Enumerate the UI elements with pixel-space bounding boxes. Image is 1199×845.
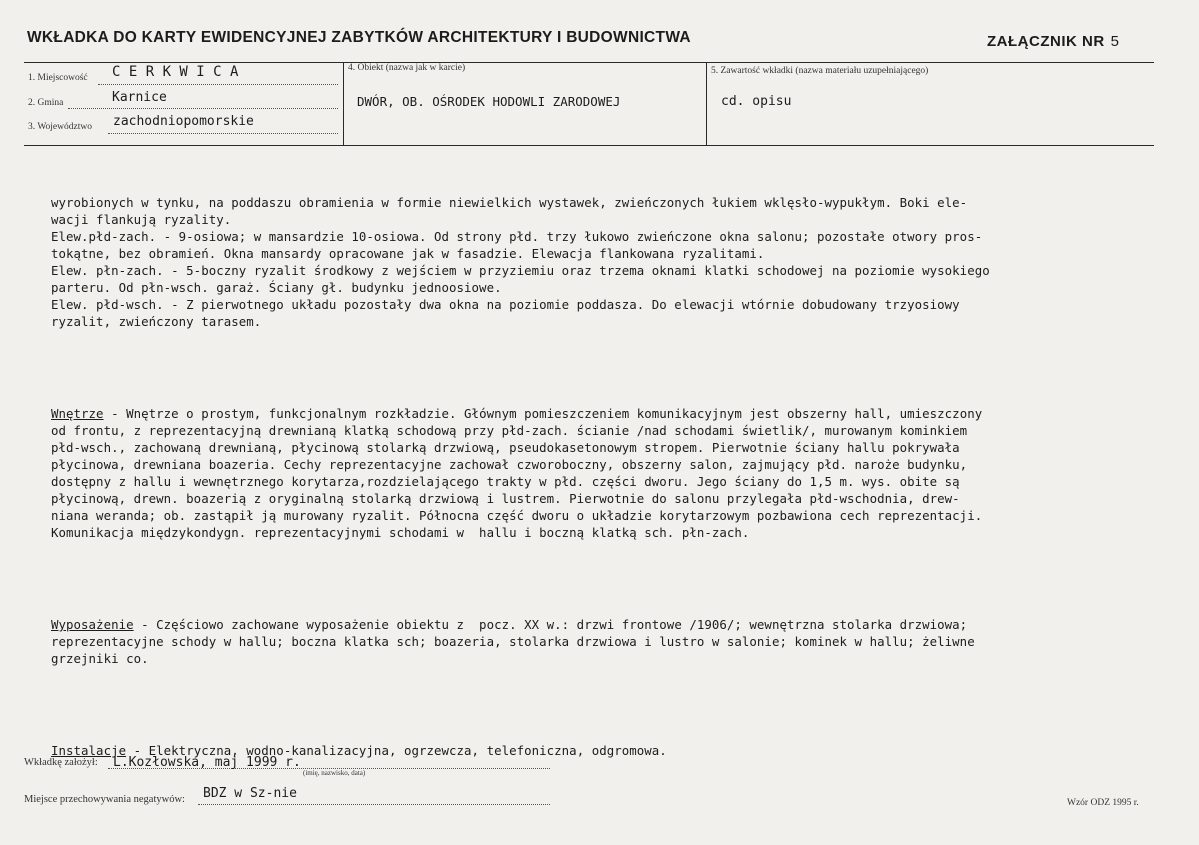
- facade-line: Elew. płd-wsch. - Z pierwotnego układu pozostały dwa okna na poziomie poddasza. Do elewacji wtórnie dobudowany trzyosiowy: [51, 297, 960, 312]
- description-body: [51, 160, 1141, 776]
- facade-line: tokątne, bez obramień. Okna mansardy opracowane jak w fasadzie. Elewacja flankowana ryzalitami.: [51, 246, 765, 261]
- interior-line: płycinowa, drewniana boazeria. Cechy reprezentacyjne zachował czworoboczny, obszerny salon, zajmujący płd. naroże budynku,: [51, 457, 968, 472]
- facade-line: Elew.płd-zach. - 9-osiowa; w mansardzie 10-osiowa. Od strony płd. trzy łukowo zwieńczone okna salonu; pozostałe otwory pros-: [51, 229, 983, 244]
- facade-line: wacji flankują ryzality.: [51, 212, 232, 227]
- facade-paragraph: [51, 194, 1141, 330]
- facade-line: parteru. Od płn-wsch. garaż. Ściany gł. budynku jednoosiowe.: [51, 280, 502, 295]
- voivodeship-dotted-line: [108, 133, 338, 134]
- commune-label: 2. Gmina: [28, 98, 64, 108]
- voivodeship-label: 3. Województwo: [28, 122, 92, 132]
- form-top-border: [24, 62, 1154, 63]
- annex-label: [987, 33, 1120, 50]
- locality-value: C E R K W I C A: [112, 64, 239, 80]
- installations-heading: Instalacje: [51, 743, 127, 758]
- object-label: 4. Obiekt (nazwa jak w karcie): [348, 63, 466, 73]
- content-value: cd. opisu: [721, 94, 792, 109]
- storage-dotted-line: [198, 804, 550, 805]
- installations-line: Instalacje - Elektryczna, wodno-kanalizacyjna, ogrzewcza, telefoniczna, odgromowa.: [51, 743, 667, 758]
- equipment-heading: Wyposażenie: [51, 617, 134, 632]
- commune-value: Karnice: [112, 90, 167, 105]
- facade-line: wyrobionych w tynku, na poddaszu obramienia w formie niewielkich wystawek, zwieńczonych łukiem wklęsło-wypukłym. Boki ele-: [51, 195, 968, 210]
- annex-number: 5: [1110, 33, 1120, 50]
- equipment-line: Wyposażenie - Częściowo zachowane wyposażenie obiektu z pocz. XX w.: drzwi frontowe /1906/; wewnętrzna stolarka drzwiowa;: [51, 617, 968, 632]
- equipment-line: reprezentacyjne schody w hallu; boczna klatka sch; boazeria, stolarka drzwiowa i lustro w salonie; kominek w hallu; żeliwne: [51, 634, 975, 649]
- equipment-paragraph: [51, 616, 1141, 667]
- facade-line: ryzalit, zwieńczony tarasem.: [51, 314, 262, 329]
- document-title: WKŁADKA DO KARTY EWIDENCYJNEJ ZABYTKÓW ARCHITEKTURY I BUDOWNICTWA: [27, 29, 691, 46]
- annex-label-text: ZAŁĄCZNIK NR: [987, 33, 1105, 50]
- commune-dotted-line: [68, 108, 338, 109]
- locality-dotted-line: [98, 84, 338, 85]
- locality-label: 1. Miejscowość: [28, 73, 88, 83]
- equipment-line: grzejniki co.: [51, 651, 149, 666]
- content-label: 5. Zawartość wkładki (nazwa materiału uzupełniającego): [711, 66, 929, 76]
- interior-line: płd-wsch., zachowaną drewnianą, płycinową stolarką drzwiową, pseudokasetonowym stropem. Pierwotnie ściany hallu pokrywała: [51, 440, 960, 455]
- author-hint: (imię, nazwisko, data): [303, 769, 366, 777]
- interior-line: dostępny z hallu i wewnętrznego korytarza,rozdzielającego trakty w płd. części dworu. Jego ściany do 1,5 m. wys. obite są: [51, 474, 960, 489]
- storage-value: BDZ w Sz-nie: [203, 786, 297, 801]
- author-value: L.Kozłowska, maj 1999 r.: [113, 755, 301, 770]
- interior-line: niana weranda; ob. zastąpił ją murowany ryzalit. Północna część dworu o układzie korytarzowym pozbawiona cech reprezentacji.: [51, 508, 983, 523]
- interior-line: płycinową, drewn. boazerią z oryginalną stolarką drzwiową i lustrem. Pierwotnie do salonu przylegała płd-wschodnia, drew-: [51, 491, 960, 506]
- interior-line: Komunikacja międzykondygn. reprezentacyjnymi schodami w hallu i boczną klatką sch. płn-zach.: [51, 525, 750, 540]
- interior-heading: Wnętrze: [51, 406, 104, 421]
- interior-line: Wnętrze - Wnętrze o prostym, funkcjonalnym rozkładzie. Głównym pomieszczeniem komunikacyjnym jest obszerny hall, umieszczony: [51, 406, 983, 421]
- form-bottom-border: [24, 145, 1154, 146]
- template-note: Wzór ODZ 1995 r.: [1067, 798, 1139, 808]
- form-divider-1: [343, 62, 344, 145]
- interior-paragraph: [51, 405, 1141, 541]
- storage-label: Miejsce przechowywania negatywów:: [24, 794, 185, 805]
- voivodeship-value: zachodniopomorskie: [113, 114, 254, 129]
- form-divider-2: [706, 62, 707, 145]
- interior-line: od frontu, z reprezentacyjną drewnianą klatką schodową przy płd-zach. ścianie /nad schodami świetlik/, murowanym kominkiem: [51, 423, 968, 438]
- author-label: Wkładkę założył:: [24, 757, 98, 768]
- object-value: DWÓR, OB. OŚRODEK HODOWLI ZARODOWEJ: [357, 94, 621, 109]
- facade-line: Elew. płn-zach. - 5-boczny ryzalit środkowy z wejściem w przyziemiu oraz trzema oknami klatki schodowej na poziomie wysokiego: [51, 263, 990, 278]
